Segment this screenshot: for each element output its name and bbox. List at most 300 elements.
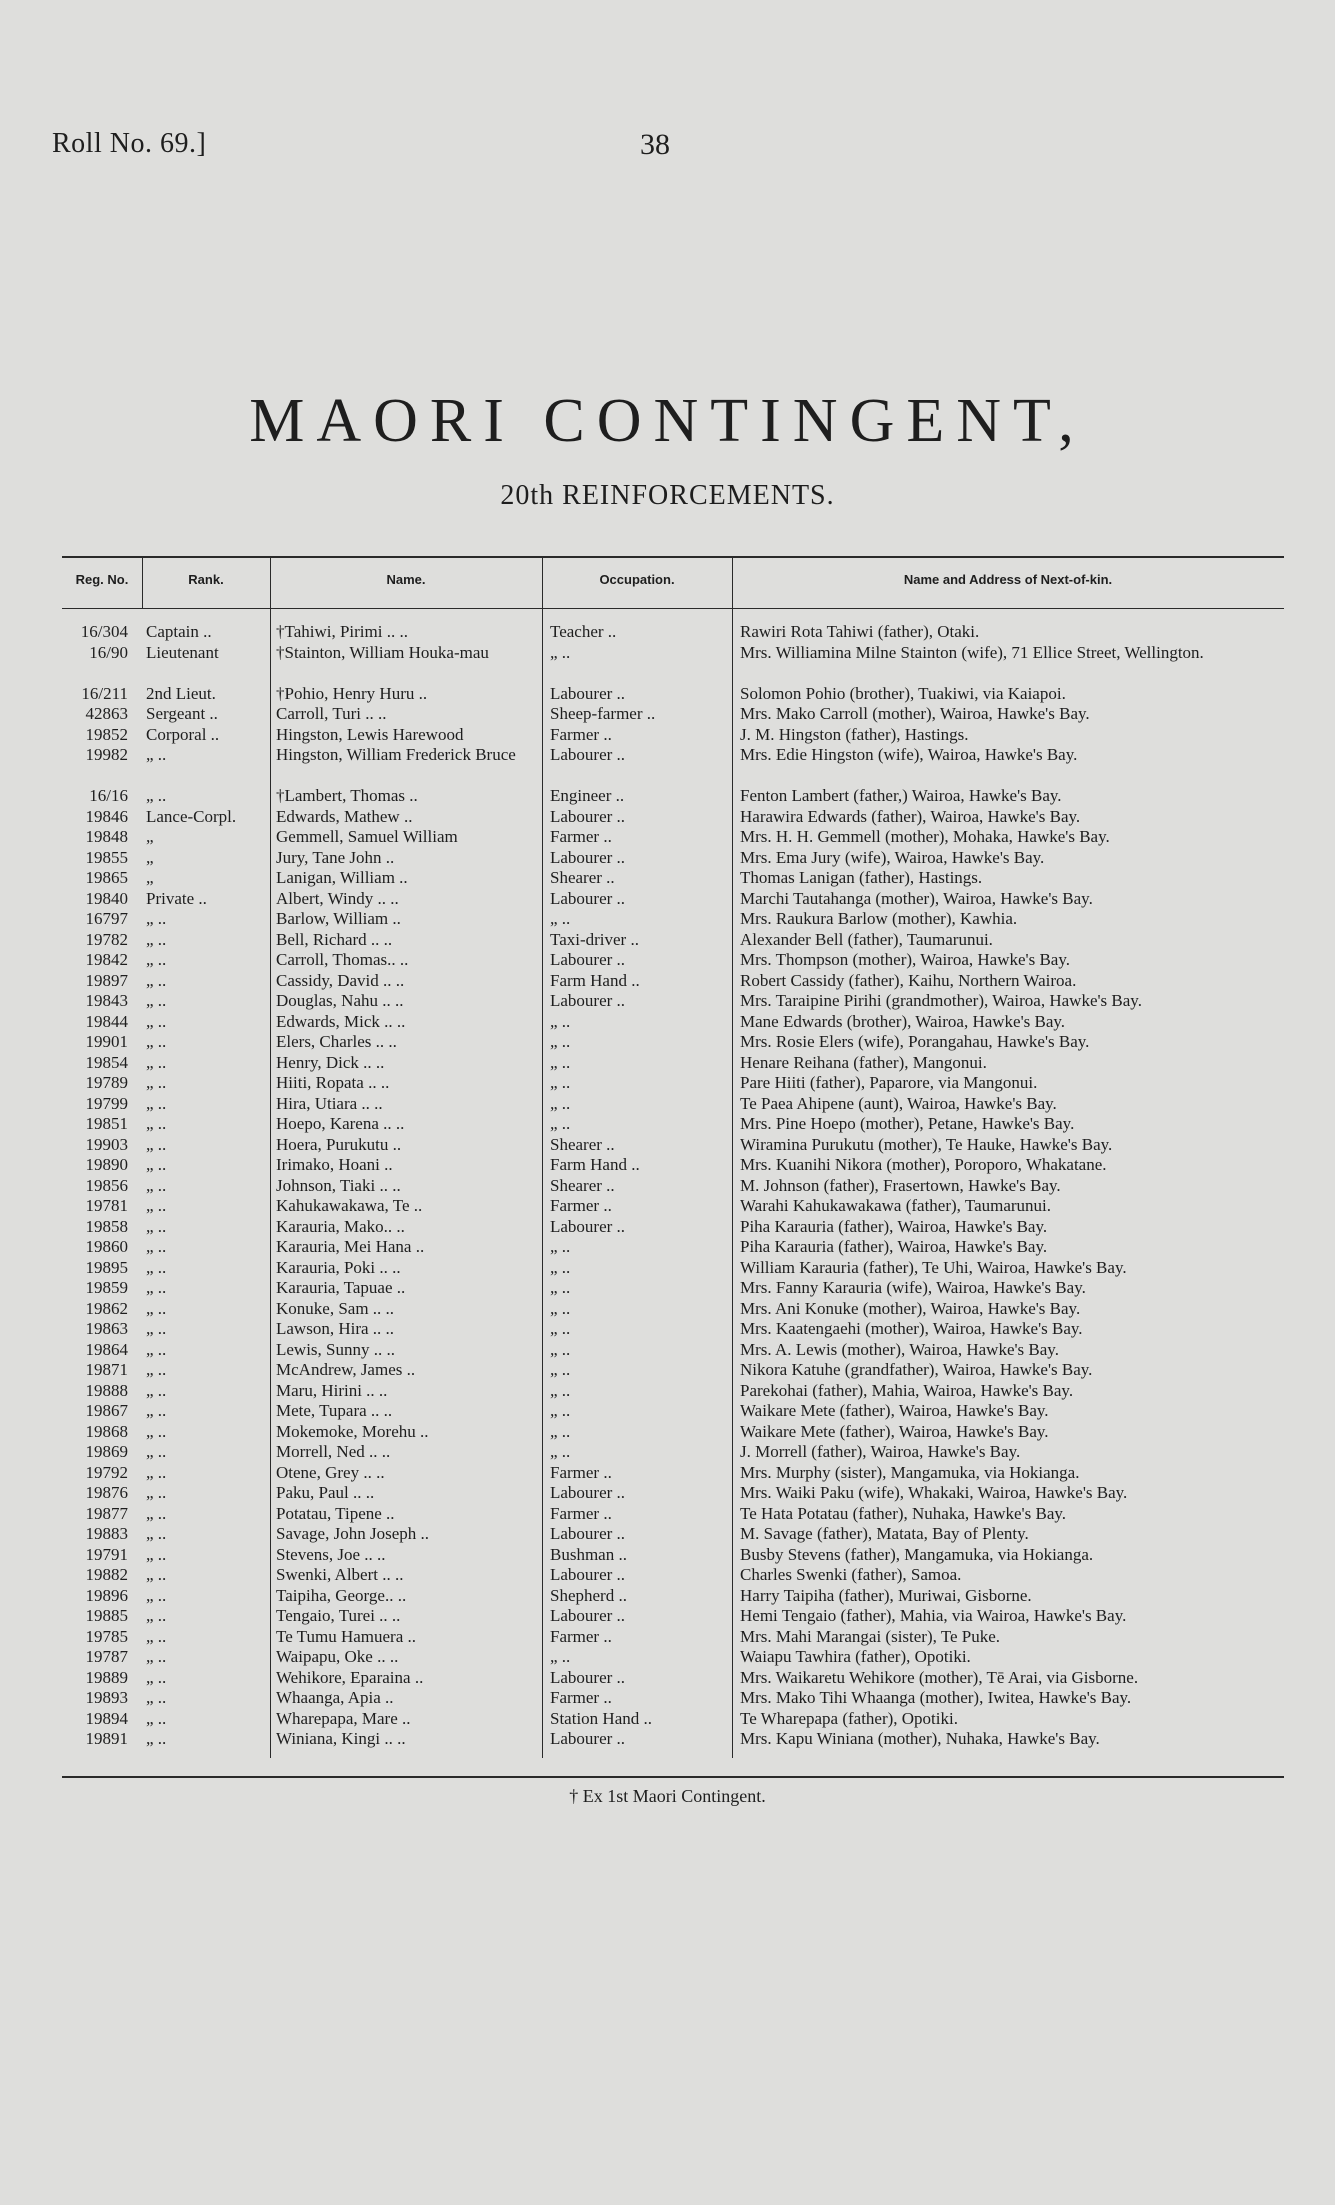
next-of-kin-cell: Mrs. H. H. Gemmell (mother), Mohaka, Hawke's Bay. — [740, 827, 1110, 846]
next-of-kin-cell: Mrs. Kaatengaehi (mother), Wairoa, Hawke's Bay. — [740, 1319, 1083, 1338]
reg-number-cell: 19903 — [85, 1134, 128, 1154]
name-cell: Hiiti, Ropata .. .. — [276, 1073, 390, 1092]
reg-number-cell: 19982 — [85, 745, 128, 764]
occupation-cell: „ .. — [550, 1257, 571, 1277]
table-row — [62, 1524, 1284, 1545]
rank-cell: „ .. — [146, 1708, 167, 1728]
rank-cell: „ .. — [146, 1052, 167, 1072]
name-cell: Henry, Dick .. .. — [276, 1052, 385, 1072]
reg-number-cell: 19901 — [85, 1032, 128, 1051]
name-cell: Karauria, Tapuae .. — [276, 1278, 406, 1297]
table-row — [62, 684, 1284, 705]
table-row — [62, 971, 1284, 992]
table-row — [62, 1217, 1284, 1238]
rank-cell: „ .. — [146, 909, 167, 928]
table-row — [62, 827, 1284, 848]
name-cell: Irimako, Hoani .. — [276, 1155, 393, 1174]
occupation-cell: Labourer .. — [550, 991, 626, 1010]
reg-number-cell: 19891 — [85, 1729, 128, 1748]
rank-cell: „ .. — [146, 1483, 167, 1502]
occupation-cell: „ .. — [550, 642, 571, 662]
next-of-kin-cell: Mrs. Mako Carroll (mother), Wairoa, Hawke's Bay. — [740, 704, 1090, 723]
name-cell: Otene, Grey .. .. — [276, 1462, 385, 1482]
reg-number-cell: 19867 — [85, 1401, 128, 1420]
table-row — [62, 807, 1284, 828]
table-row — [62, 1073, 1284, 1094]
occupation-cell: „ .. — [550, 1011, 571, 1031]
reg-number-cell: 19844 — [85, 1011, 128, 1031]
column-header-occupation: Occupation. — [599, 572, 675, 587]
next-of-kin-cell: Warahi Kahukawakawa (father), Taumarunui. — [740, 1196, 1052, 1215]
next-of-kin-cell: Mrs. Taraipine Pirihi (grandmother), Wairoa, Hawke's Bay. — [740, 991, 1142, 1010]
name-cell: Wehikore, Eparaina .. — [276, 1667, 424, 1687]
reg-number-cell: 19851 — [85, 1114, 128, 1133]
occupation-cell: „ .. — [550, 1032, 571, 1051]
reg-number-cell: 19860 — [85, 1237, 128, 1256]
next-of-kin-cell: Parekohai (father), Mahia, Wairoa, Hawke's Bay. — [740, 1380, 1074, 1400]
occupation-cell: „ .. — [550, 1093, 571, 1113]
reg-number-cell: 19895 — [85, 1257, 128, 1277]
next-of-kin-cell: M. Savage (father), Matata, Bay of Plenty. — [740, 1524, 1029, 1543]
page-subtitle: 20th REINFORCEMENTS. — [500, 480, 835, 511]
rank-cell: „ — [146, 868, 154, 887]
rank-cell: „ .. — [146, 970, 167, 990]
table-row — [62, 1360, 1284, 1381]
column-header-rank: Rank. — [188, 572, 224, 587]
occupation-cell: Labourer .. — [550, 806, 626, 826]
reg-number-cell: 19894 — [85, 1708, 128, 1728]
reg-number-cell: 19858 — [85, 1216, 128, 1236]
occupation-cell: Shearer .. — [550, 1134, 615, 1154]
rank-cell: „ .. — [146, 1175, 167, 1195]
name-cell: Lanigan, William .. — [276, 868, 408, 887]
rank-cell: „ .. — [146, 991, 167, 1010]
name-cell: Gemmell, Samuel William — [276, 827, 458, 846]
next-of-kin-cell: Mrs. Ani Konuke (mother), Wairoa, Hawke's Bay. — [740, 1298, 1081, 1318]
table-row — [62, 725, 1284, 746]
name-cell: Hoera, Purukutu .. — [276, 1134, 402, 1154]
name-cell: Mete, Tupara .. .. — [276, 1401, 393, 1420]
next-of-kin-cell: Mrs. Edie Hingston (wife), Wairoa, Hawke's Bay. — [740, 745, 1078, 764]
rank-cell: „ .. — [146, 1298, 167, 1318]
table-row — [62, 1709, 1284, 1730]
occupation-cell: Sheep-farmer .. — [550, 704, 656, 723]
rank-cell: „ .. — [146, 1339, 167, 1359]
next-of-kin-cell: Marchi Tautahanga (mother), Wairoa, Hawke's Bay. — [740, 888, 1093, 908]
occupation-cell: Labourer .. — [550, 683, 626, 703]
next-of-kin-cell: Mrs. A. Lewis (mother), Wairoa, Hawke's Bay. — [740, 1339, 1059, 1359]
next-of-kin-cell: Charles Swenki (father), Samoa. — [740, 1565, 962, 1584]
next-of-kin-cell: Waiapu Tawhira (father), Opotiki. — [740, 1647, 971, 1666]
occupation-cell: Bushman .. — [550, 1544, 627, 1564]
rank-cell: „ .. — [146, 1524, 167, 1543]
occupation-cell: Farm Hand .. — [550, 1155, 640, 1174]
occupation-cell: Teacher .. — [550, 622, 617, 641]
table-row — [62, 1094, 1284, 1115]
rank-cell: „ .. — [146, 1626, 167, 1646]
reg-number-cell: 16/211 — [81, 683, 128, 703]
name-cell: Carroll, Turi .. .. — [276, 704, 387, 723]
name-cell: Douglas, Nahu .. .. — [276, 991, 404, 1010]
next-of-kin-cell: Pare Hiiti (father), Paparore, via Mangonui. — [740, 1073, 1038, 1092]
rank-cell: „ — [146, 847, 154, 867]
reg-number-cell: 16797 — [85, 909, 128, 928]
occupation-cell: „ .. — [550, 1298, 571, 1318]
rank-cell: Private .. — [146, 888, 207, 908]
occupation-cell: Labourer .. — [550, 1606, 626, 1625]
occupation-cell: Labourer .. — [550, 1524, 626, 1543]
rank-cell: „ .. — [146, 1585, 167, 1605]
reg-number-cell: 19888 — [85, 1380, 128, 1400]
name-cell: Edwards, Mathew .. — [276, 806, 413, 826]
rank-cell: „ .. — [146, 1503, 167, 1523]
column-header-name: Name. — [386, 572, 426, 587]
next-of-kin-cell: Fenton Lambert (father,) Wairoa, Hawke's Bay. — [740, 786, 1062, 805]
next-of-kin-cell: Busby Stevens (father), Mangamuka, via Hokianga. — [740, 1544, 1094, 1564]
next-of-kin-cell: Mrs. Raukura Barlow (mother), Kawhia. — [740, 909, 1018, 928]
table-row — [62, 1258, 1284, 1279]
table-row — [62, 1463, 1284, 1484]
reg-number-cell: 19852 — [85, 724, 128, 744]
next-of-kin-cell: Mrs. Rosie Elers (wife), Porangahau, Hawke's Bay. — [740, 1032, 1090, 1051]
occupation-cell: Farmer .. — [550, 1462, 612, 1482]
name-cell: Lewis, Sunny .. .. — [276, 1339, 395, 1359]
next-of-kin-cell: Solomon Pohio (brother), Tuakiwi, via Kaiapoi. — [740, 683, 1066, 703]
reg-number-cell: 19871 — [85, 1360, 128, 1379]
name-cell: Morrell, Ned .. .. — [276, 1442, 391, 1461]
table-row — [62, 1504, 1284, 1525]
reg-number-cell: 19856 — [85, 1175, 128, 1195]
occupation-cell: Labourer .. — [550, 847, 626, 867]
table-row — [62, 1688, 1284, 1709]
name-cell: Johnson, Tiaki .. .. — [276, 1175, 401, 1195]
rank-cell: „ .. — [146, 1729, 167, 1748]
next-of-kin-cell: Mrs. Mako Tihi Whaanga (mother), Iwitea, Hawke's Bay. — [740, 1688, 1132, 1707]
reg-number-cell: 16/16 — [89, 786, 128, 805]
table-row — [62, 1032, 1284, 1053]
table-row — [62, 1606, 1284, 1627]
table-bottom-rule — [62, 1776, 1284, 1778]
table-row — [62, 848, 1284, 869]
reg-number-cell: 19890 — [85, 1155, 128, 1174]
table-row — [62, 1422, 1284, 1443]
reg-number-cell: 19864 — [85, 1339, 128, 1359]
table-row — [62, 991, 1284, 1012]
next-of-kin-cell: Wiramina Purukutu (mother), Te Hauke, Hawke's Bay. — [740, 1134, 1113, 1154]
table-row — [62, 1545, 1284, 1566]
table-row — [62, 889, 1284, 910]
rank-cell: „ .. — [146, 1032, 167, 1051]
rank-cell: „ .. — [146, 1606, 167, 1625]
next-of-kin-cell: Alexander Bell (father), Taumarunui. — [740, 929, 993, 949]
name-cell: Potatau, Tipene .. — [276, 1503, 395, 1523]
name-cell: Hingston, Lewis Harewood — [276, 724, 464, 744]
rank-cell: „ .. — [146, 1647, 167, 1666]
rank-cell: „ .. — [146, 1134, 167, 1154]
table-row — [62, 868, 1284, 889]
occupation-cell: Farmer .. — [550, 827, 612, 846]
reg-number-cell: 19862 — [85, 1298, 128, 1318]
table-row — [62, 1401, 1284, 1422]
reg-number-cell: 19781 — [85, 1196, 128, 1215]
rank-cell: „ .. — [146, 1155, 167, 1174]
occupation-cell: Farmer .. — [550, 1196, 612, 1215]
occupation-cell: „ .. — [550, 1052, 571, 1072]
reg-number-cell: 19785 — [85, 1626, 128, 1646]
occupation-cell: Labourer .. — [550, 888, 626, 908]
reg-number-cell: 19882 — [85, 1565, 128, 1584]
table-row — [62, 1155, 1284, 1176]
table-row — [62, 950, 1284, 971]
occupation-cell: Engineer .. — [550, 786, 625, 805]
reg-number-cell: 19859 — [85, 1278, 128, 1297]
table-row — [62, 1586, 1284, 1607]
next-of-kin-cell: J. Morrell (father), Wairoa, Hawke's Bay. — [740, 1442, 1021, 1461]
name-cell: Wharepapa, Mare .. — [276, 1708, 411, 1728]
reg-number-cell: 19893 — [85, 1688, 128, 1707]
rank-cell: „ .. — [146, 929, 167, 949]
next-of-kin-cell: Mrs. Fanny Karauria (wife), Wairoa, Hawke's Bay. — [740, 1278, 1086, 1297]
rank-cell: „ .. — [146, 1011, 167, 1031]
name-cell: Savage, John Joseph .. — [276, 1524, 429, 1543]
next-of-kin-cell: J. M. Hingston (father), Hastings. — [740, 724, 969, 744]
next-of-kin-cell: Hemi Tengaio (father), Mahia, via Wairoa, Hawke's Bay. — [740, 1606, 1127, 1625]
rank-cell: „ .. — [146, 1196, 167, 1215]
next-of-kin-cell: Piha Karauria (father), Wairoa, Hawke's Bay. — [740, 1237, 1048, 1256]
occupation-cell: „ .. — [550, 909, 571, 928]
next-of-kin-cell: Te Hata Potatau (father), Nuhaka, Hawke's Bay. — [740, 1503, 1067, 1523]
name-cell: Paku, Paul .. .. — [276, 1483, 375, 1502]
occupation-cell: „ .. — [550, 1360, 571, 1379]
occupation-cell: Farmer .. — [550, 1626, 612, 1646]
rank-cell: „ .. — [146, 1278, 167, 1297]
name-cell: Maru, Hirini .. .. — [276, 1380, 388, 1400]
table-row — [62, 1299, 1284, 1320]
next-of-kin-cell: Thomas Lanigan (father), Hastings. — [740, 868, 983, 887]
reg-number-cell: 19876 — [85, 1483, 128, 1502]
table-row — [62, 1729, 1284, 1750]
table-row — [62, 1381, 1284, 1402]
occupation-cell: „ .. — [550, 1073, 571, 1092]
name-cell: Karauria, Poki .. .. — [276, 1257, 401, 1277]
table-row — [62, 1114, 1284, 1135]
reg-number-cell: 19782 — [85, 929, 128, 949]
name-cell: Edwards, Mick .. .. — [276, 1011, 406, 1031]
occupation-cell: Labourer .. — [550, 1729, 626, 1748]
occupation-cell: „ .. — [550, 1319, 571, 1338]
rank-cell: „ .. — [146, 1667, 167, 1687]
name-cell: Winiana, Kingi .. .. — [276, 1729, 406, 1748]
occupation-cell: „ .. — [550, 1647, 571, 1666]
rank-cell: „ .. — [146, 1421, 167, 1441]
name-cell: Albert, Windy .. .. — [276, 888, 399, 908]
name-cell: Hira, Utiara .. .. — [276, 1093, 383, 1113]
reg-number-cell: 19789 — [85, 1073, 128, 1092]
rank-cell: „ .. — [146, 1360, 167, 1379]
name-cell: Elers, Charles .. .. — [276, 1032, 397, 1051]
reg-number-cell: 19868 — [85, 1421, 128, 1441]
occupation-cell: Labourer .. — [550, 745, 626, 764]
table-row — [62, 1668, 1284, 1689]
roll-table — [62, 556, 1284, 1771]
rank-cell: Sergeant .. — [146, 704, 218, 723]
table-row — [62, 1340, 1284, 1361]
occupation-cell: Labourer .. — [550, 1483, 626, 1502]
rank-cell: „ .. — [146, 1442, 167, 1461]
rank-cell: „ .. — [146, 1565, 167, 1584]
reg-number-cell: 19840 — [85, 888, 128, 908]
reg-number-cell: 19889 — [85, 1667, 128, 1687]
occupation-cell: Shearer .. — [550, 868, 615, 887]
rank-cell: „ .. — [146, 1216, 167, 1236]
occupation-cell: „ .. — [550, 1380, 571, 1400]
occupation-cell: Labourer .. — [550, 1667, 626, 1687]
reg-number-cell: 19869 — [85, 1442, 128, 1461]
reg-number-cell: 19854 — [85, 1052, 128, 1072]
reg-number-cell: 19787 — [85, 1647, 128, 1666]
reg-number-cell: 19897 — [85, 970, 128, 990]
next-of-kin-cell: Mrs. Waikaretu Wehikore (mother), Tē Arai, via Gisborne. — [740, 1667, 1139, 1687]
next-of-kin-cell: M. Johnson (father), Frasertown, Hawke's Bay. — [740, 1175, 1061, 1195]
table-row — [62, 643, 1284, 684]
name-cell: Carroll, Thomas.. .. — [276, 950, 409, 969]
rank-cell: „ .. — [146, 1093, 167, 1113]
next-of-kin-cell: Mane Edwards (brother), Wairoa, Hawke's Bay. — [740, 1011, 1066, 1031]
occupation-cell: Labourer .. — [550, 1216, 626, 1236]
name-cell: †Stainton, William Houka-mau — [276, 642, 489, 662]
name-cell: McAndrew, James .. — [276, 1360, 416, 1379]
rank-cell: „ .. — [146, 745, 167, 764]
footnote: † Ex 1st Maori Contingent. — [569, 1786, 766, 1806]
occupation-cell: „ .. — [550, 1442, 571, 1461]
table-row — [62, 704, 1284, 725]
next-of-kin-cell: Mrs. Kuanihi Nikora (mother), Poroporo, Whakatane. — [740, 1155, 1107, 1174]
reg-number-cell: 19896 — [85, 1585, 128, 1605]
table-row — [62, 1053, 1284, 1074]
table-top-rule — [62, 556, 1284, 558]
table-row — [62, 1565, 1284, 1586]
name-cell: †Lambert, Thomas .. — [276, 786, 418, 805]
name-cell: Cassidy, David .. .. — [276, 970, 405, 990]
rank-cell: „ .. — [146, 1462, 167, 1482]
rank-cell: „ .. — [146, 786, 167, 805]
reg-number-cell: 19877 — [85, 1503, 128, 1523]
rank-cell: „ .. — [146, 1401, 167, 1420]
name-cell: Te Tumu Hamuera .. — [276, 1626, 416, 1646]
next-of-kin-cell: Mrs. Waiki Paku (wife), Whakaki, Wairoa, Hawke's Bay. — [740, 1483, 1128, 1502]
name-cell: Barlow, William .. — [276, 909, 401, 928]
rank-cell: Corporal .. — [146, 724, 220, 744]
table-row — [62, 745, 1284, 786]
name-cell: Konuke, Sam .. .. — [276, 1298, 395, 1318]
table-row — [62, 930, 1284, 951]
occupation-cell: Farmer .. — [550, 724, 612, 744]
table-header-rule — [62, 608, 1284, 609]
rank-cell: „ .. — [146, 1544, 167, 1564]
occupation-cell: Shepherd .. — [550, 1585, 627, 1605]
rank-cell: „ — [146, 827, 154, 846]
next-of-kin-cell: Mrs. Mahi Marangai (sister), Te Puke. — [740, 1626, 1001, 1646]
table-row — [62, 1627, 1284, 1648]
occupation-cell: „ .. — [550, 1278, 571, 1297]
occupation-cell: Farm Hand .. — [550, 970, 640, 990]
rank-cell: „ .. — [146, 1237, 167, 1256]
occupation-cell: Labourer .. — [550, 950, 626, 969]
rank-cell: Lance-Corpl. — [146, 806, 237, 826]
rank-cell: „ .. — [146, 1073, 167, 1092]
table-row — [62, 1647, 1284, 1668]
page-title: MAORI CONTINGENT, — [249, 387, 1086, 455]
occupation-cell: „ .. — [550, 1421, 571, 1441]
occupation-cell: Labourer .. — [550, 1565, 626, 1584]
occupation-cell: Farmer .. — [550, 1503, 612, 1523]
next-of-kin-cell: Nikora Katuhe (grandfather), Wairoa, Hawke's Bay. — [740, 1360, 1093, 1379]
table-row — [62, 622, 1284, 643]
rank-cell: 2nd Lieut. — [146, 683, 216, 703]
reg-number-cell: 16/304 — [80, 622, 128, 641]
table-row — [62, 1135, 1284, 1156]
next-of-kin-cell: Mrs. Kapu Winiana (mother), Nuhaka, Hawke's Bay. — [740, 1729, 1100, 1748]
next-of-kin-cell: Mrs. Pine Hoepo (mother), Petane, Hawke's Bay. — [740, 1114, 1075, 1133]
next-of-kin-cell: Robert Cassidy (father), Kaihu, Northern Wairoa. — [740, 970, 1077, 990]
page-number: 38 — [640, 128, 670, 161]
next-of-kin-cell: Rawiri Rota Tahiwi (father), Otaki. — [740, 622, 980, 641]
rank-cell: „ .. — [146, 950, 167, 969]
table-row — [62, 1442, 1284, 1463]
rank-cell: „ .. — [146, 1114, 167, 1133]
name-cell: Karauria, Mako.. .. — [276, 1216, 405, 1236]
name-cell: Lawson, Hira .. .. — [276, 1319, 395, 1338]
occupation-cell: Farmer .. — [550, 1688, 612, 1707]
reg-number-cell: 19885 — [85, 1606, 128, 1625]
next-of-kin-cell: Mrs. Williamina Milne Stainton (wife), 71 Ellice Street, Wellington. — [740, 642, 1204, 662]
reg-number-cell: 19799 — [85, 1093, 128, 1113]
name-cell: Hoepo, Karena .. .. — [276, 1114, 405, 1133]
occupation-cell: „ .. — [550, 1237, 571, 1256]
roll-number: Roll No. 69.] — [52, 128, 207, 159]
name-cell: Swenki, Albert .. .. — [276, 1565, 404, 1584]
reg-number-cell: 16/90 — [89, 642, 128, 662]
next-of-kin-cell: Te Wharepapa (father), Opotiki. — [740, 1708, 958, 1728]
name-cell: Mokemoke, Morehu .. — [276, 1421, 429, 1441]
rank-cell: „ .. — [146, 1319, 167, 1338]
table-body — [62, 622, 1284, 1750]
occupation-cell: „ .. — [550, 1339, 571, 1359]
table-row — [62, 909, 1284, 930]
name-cell: Karauria, Mei Hana .. — [276, 1237, 425, 1256]
next-of-kin-cell: Waikare Mete (father), Wairoa, Hawke's Bay. — [740, 1401, 1049, 1420]
occupation-cell: „ .. — [550, 1401, 571, 1420]
name-cell: Hingston, William Frederick Bruce — [276, 745, 516, 764]
name-cell: Kahukawakawa, Te .. — [276, 1196, 423, 1215]
rank-cell: „ .. — [146, 1380, 167, 1400]
reg-number-cell: 19792 — [85, 1462, 128, 1482]
reg-number-cell: 19855 — [85, 847, 128, 867]
name-cell: Waipapu, Oke .. .. — [276, 1647, 399, 1666]
occupation-cell: Station Hand .. — [550, 1708, 652, 1728]
column-header-next-of-kin: Name and Address of Next-of-kin. — [903, 572, 1113, 587]
reg-number-cell: 42863 — [85, 704, 128, 723]
reg-number-cell: 19842 — [85, 950, 128, 969]
next-of-kin-cell: Piha Karauria (father), Wairoa, Hawke's Bay. — [740, 1216, 1048, 1236]
name-cell: †Tahiwi, Pirimi .. .. — [276, 622, 408, 641]
name-cell: †Pohio, Henry Huru .. — [276, 683, 428, 703]
next-of-kin-cell: Mrs. Ema Jury (wife), Wairoa, Hawke's Bay. — [740, 847, 1045, 867]
table-row — [62, 1483, 1284, 1504]
reg-number-cell: 19865 — [85, 868, 128, 887]
next-of-kin-cell: Henare Reihana (father), Mangonui. — [740, 1052, 987, 1072]
table-row — [62, 1012, 1284, 1033]
